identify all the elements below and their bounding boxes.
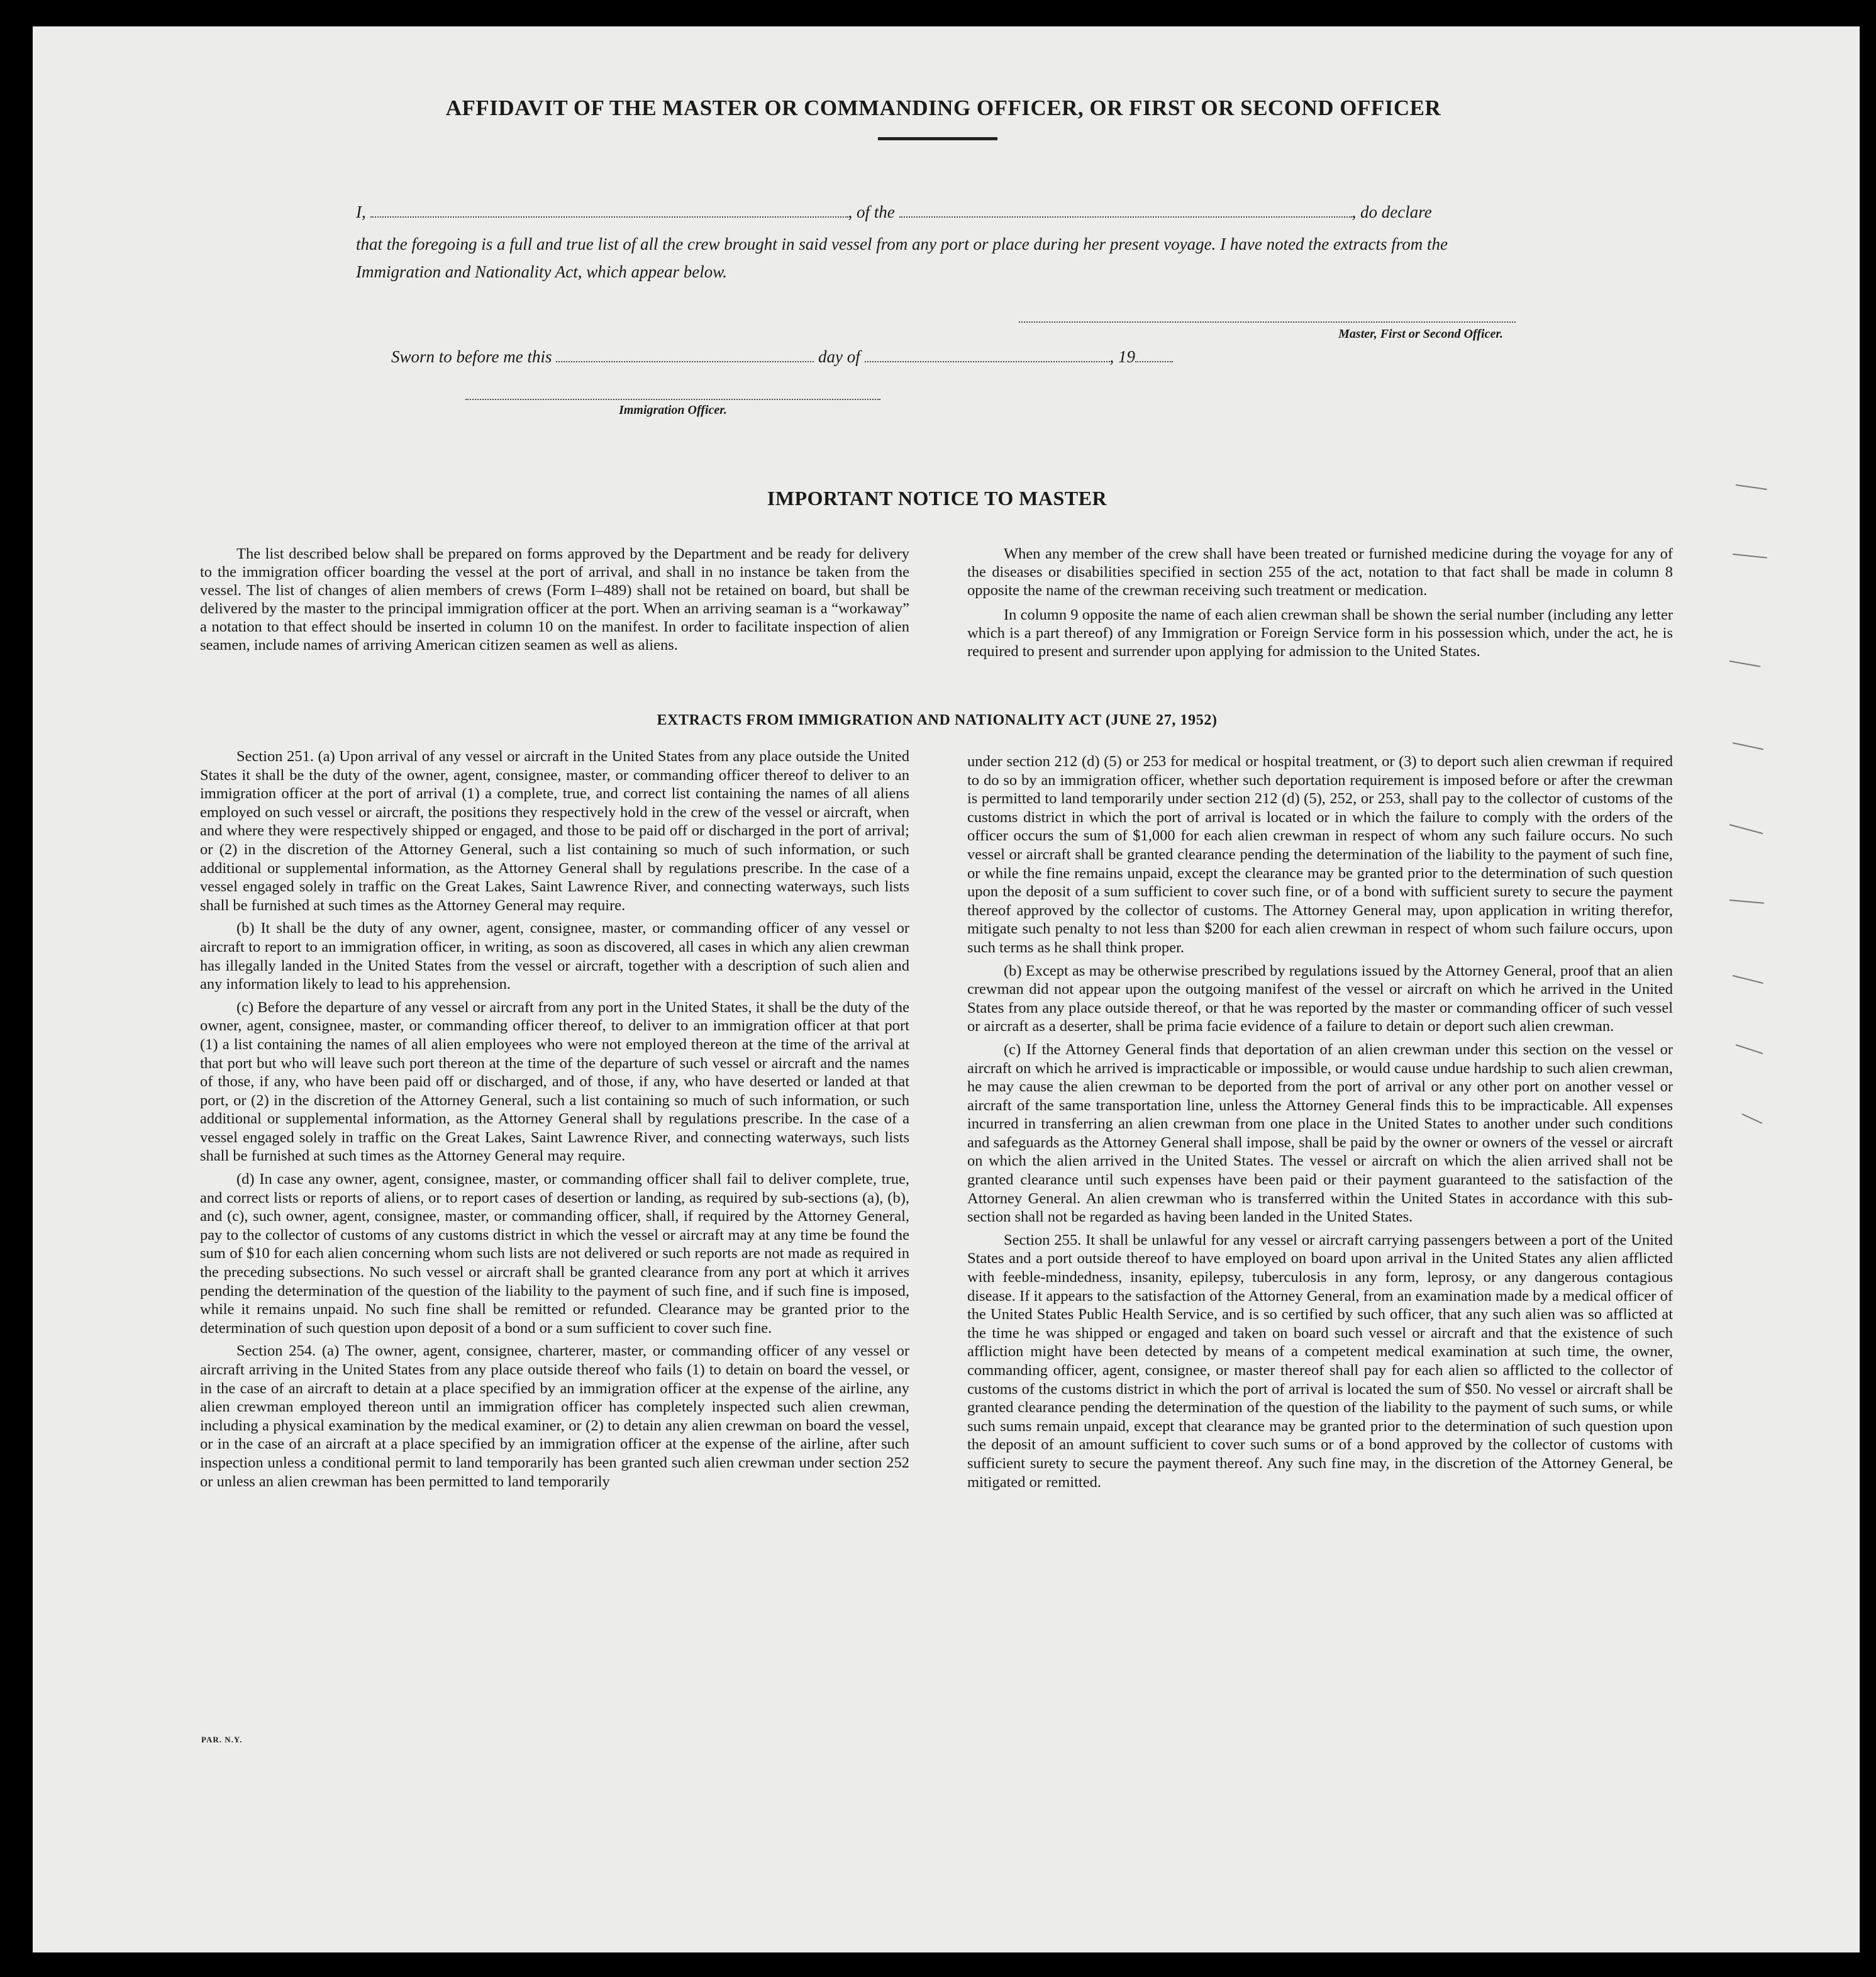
act-paragraph: (c) If the Attorney General finds that deportation of an alien crewman under this section on the vessel or aircraft on which he arrived is impracticable or impossible, or would cause undue hardship to such alien crewman, he may cause the alien crewman to be deported from the port of arrival or any other port on another vessel or aircraft of the same transportation line, unless the Attorney General finds this to be impracticable. All expenses incurred in transferring an alien crewman from one place in the United States to another under such conditions and safeguards as the Attorney General shall impose, shall be paid by the owner or owners of the vessel or aircraft on which the alien arrived in the United States. The vessel or aircraft on which the alien arrived shall not be granted clearance until such expenses have been paid or their payment guaranteed to the satisfaction of the Attorney General. An alien crewman who is transferred within the United States in accordance with this sub-section shall not be regarded as having been landed in the United States. xyxy=(967,1040,1673,1226)
notice-title: IMPORTANT NOTICE TO MASTER xyxy=(767,487,1107,510)
notice-right-column xyxy=(967,545,1673,667)
sworn-year-label: , 19 xyxy=(1109,347,1135,366)
signature-line[interactable] xyxy=(1019,321,1516,323)
sworn-day-label: day of xyxy=(818,347,860,366)
sworn-date-blank[interactable] xyxy=(556,348,814,362)
notice-paragraph: In column 9 opposite the name of each alien crewman shall be shown the serial number (including any letter which is a part thereof) of any Immigration or Foreign Service form in his possession which, under the act, he is required to present and surrender upon applying for admission to the United States. xyxy=(967,606,1673,660)
act-paragraph: (b) It shall be the duty of any owner, agent, consignee, master, or commanding officer of any vessel or aircraft to report to an immigration officer, in writing, as soon as discovered, all cases in which any alien crewman has illegally landed in the United States from the vessel or aircraft, together with a description of such alien and any information likely to lead to his apprehension. xyxy=(200,920,909,993)
act-paragraph: Section 251. (a) Upon arrival of any vessel or aircraft in the United States from any place outside the United States it shall be the duty of the owner, agent, consignee, master, or commanding officer thereof to deliver to an immigration officer at the port of arrival (1) a complete, true, and correct list containing the names of all aliens employed on such vessel or aircraft, the positions they respectively hold in the crew of the vessel or aircraft, when and where they were respectively shipped or engaged, and those to be paid off or discharged in the port of arrival; or (2) in the discretion of the Attorney General, such a list containing so much of such information, or such additional or supplemental information, as the Attorney General shall by regulations prescribe. In the case of a vessel engaged solely in traffic on the Great Lakes, Saint Lawrence River, and connecting waterways, such lists shall be furnished at such times as the Attorney General may require. xyxy=(200,748,909,914)
act-right-column xyxy=(967,752,1673,1496)
act-paragraph: (c) Before the departure of any vessel or aircraft from any port in the United States, it shall be the duty of the owner, agent, consignee, master, or commanding officer thereof, to deliver to an immigration officer at that port (1) a list containing the names of all alien employees who were not employed thereon at the time of the arrival at that port but who will leave such port thereon at the time of the departure of such vessel or aircraft and the names of those, if any, who have been paid off or discharged, and of those, if any, who have deserted or landed at that port, or (2) in the discretion of the Attorney General, such a list containing so much of such information, or such additional or supplemental information, as the Attorney General shall by regulations prescribe. In the case of a vessel engaged solely in traffic on the Great Lakes, Saint Lawrence River, and connecting waterways, such lists shall be furnished at such times as the Attorney General may require. xyxy=(200,998,909,1165)
act-paragraph-continued: under section 212 (d) (5) or 253 for medical or hospital treatment, or (3) to deport such alien crewman if required to do so by an immigration officer, whether such deportation requirement is imposed before or after the crewman is permitted to land temporarily under section 212 (d) (5), 252, or 253, shall pay to the collector of customs of the customs district in which the port of arrival is located or in which the failure to comply with the orders of the officer occurs the sum of $1,000 for each alien crewman in respect of whom any such failure occurs. No such vessel or aircraft shall be granted clearance pending the determination of the liability to the payment of such fine, or while the fine remains unpaid, except the clearance may be granted prior to the determination of such question upon the deposit of a sum sufficient to cover such fine, or of a bond with sufficient surety to secure the payment thereof approved by the collector of customs. The Attorney General may, upon application in writing therefor, mitigate such penalty to not less than $200 for each alien crewman in respect of whom such failure occurs, upon such terms as he shall think proper. xyxy=(967,753,1673,956)
name-blank[interactable] xyxy=(370,204,848,218)
notice-left-column xyxy=(200,545,909,660)
printer-mark: PAR. N.Y. xyxy=(201,1735,243,1744)
act-paragraph: Section 255. It shall be unlawful for any vessel or aircraft carrying passengers between a port of the United States and a port outside thereof to have employed on board upon arrival in the United States any alien afflicted with feeble-mindedness, insanity, epilepsy, tuberculosis in any form, leprosy, or any dangerous contagious disease. If it appears to the satisfaction of the Attorney General, from an examination made by a medical officer of the United States Public Health Service, and is so certified by such officer, that any such alien was so afflicted at the time he was shipped or engaged and taken on board such vessel or aircraft and that the existence of such affliction might have been detected by means of a competent medical examination at such time, the owner, commanding officer, agent, consignee, or master thereof shall pay for each alien so afflicted to the collector of customs of the customs district in which the port of arrival is located the sum of $50. No vessel or aircraft shall be granted clearance pending the determination of the question of the liability to the payment of such sums, or while such sums remain unpaid, except that clearance may be granted prior to the determination of such question upon the deposit of an amount sufficient to cover such sums or of a bond approved by the collector of customs with sufficient surety to secure the payment thereof. Any such fine may, in the discretion of the Attorney General, be mitigated or remitted. xyxy=(967,1231,1673,1491)
sworn-fill-line xyxy=(391,347,1272,367)
signature-label: Master, First or Second Officer. xyxy=(1338,327,1503,341)
act-paragraph: (b) Except as may be otherwise prescribed by regulations issued by the Attorney General, proof that an alien crewman did not appear upon the outgoing manifest of the vessel or aircraft on which he arrived in the United States from any place outside thereof, or that he was reported by the master or commanding officer of such vessel or aircraft as a deserter, shall be prima facie evidence of a failure to detain or deport such alien crewman. xyxy=(967,962,1673,1035)
immigration-officer-label: Immigration Officer. xyxy=(619,403,727,417)
notice-paragraph: When any member of the crew shall have been treated or furnished medicine during the voyage for any of the diseases or disabilities specified in section 255 of the act, notation to that fact shall be made in column 8 opposite the name of the crewman receiving such treatment or medication. xyxy=(967,545,1673,599)
decl-do-declare-label: , do declare xyxy=(1351,203,1432,221)
act-paragraph: Section 254. (a) The owner, agent, consignee, charterer, master, or commanding officer of any vessel or aircraft arriving in the United States from any place outside thereof who fails (1) to detain on board the vessel, or in the case of an aircraft to detain at a place specified by an immigration officer at the expense of the airline, any alien crewman employed thereon until an immigration officer has completely inspected such alien crewman, including a physical examination by the medical examiner, or (2) to detain any alien crewman on board the vessel, or in the case of an aircraft at a place specified by an immigration officer at the expense of the airline, after such inspection unless a conditional permit to land temporarily has been granted such alien crewman under section 252 or unless an alien crewman has been permitted to land temporarily xyxy=(200,1342,909,1490)
sworn-year-blank[interactable] xyxy=(1135,348,1173,362)
affidavit-title: AFFIDAVIT OF THE MASTER OR COMMANDING OFFICER, OR FIRST OR SECOND OFFICER xyxy=(445,96,1441,120)
declaration-text: that the foregoing is a full and true list of all the crew brought in said vessel from any port or place during her present voyage. I have noted the extracts from the Immigration and Nationality Act, which appear below. xyxy=(356,235,1448,281)
notice-paragraph: The list described below shall be prepared on forms approved by the Department and be ready for delivery to the immigration officer boarding the vessel at the port of arrival, and shall in no instance be taken from the vessel. The list of changes of alien members of crews (Form I–489) shall not be retained on board, but shall be delivered by the master to the principal immigration officer at the port. When an arriving seaman is a “workaway” a notation to that effect should be inserted in column 10 on the manifest. In order to facilitate inspection of alien seamen, include names of arriving American citizen seamen as well as aliens. xyxy=(200,545,909,654)
sworn-label: Sworn to before me this xyxy=(391,347,552,366)
extracts-title: EXTRACTS FROM IMMIGRATION AND NATIONALITY ACT (JUNE 27, 1952) xyxy=(657,712,1218,728)
vessel-blank[interactable] xyxy=(899,204,1352,218)
title-underline xyxy=(878,137,997,140)
decl-i-label: I, xyxy=(356,203,366,221)
immigration-officer-line[interactable] xyxy=(465,399,880,400)
declaration-fill-line xyxy=(356,203,1519,222)
act-left-column xyxy=(200,747,909,1495)
decl-of-the-label: , of the xyxy=(848,203,895,221)
act-paragraph: (d) In case any owner, agent, consignee, master, or commanding officer shall fail to deliver complete, true, and correct lists or reports of aliens, or to report cases of desertion or landing, as required by sub-sections (a), (b), and (c), such owner, agent, consignee, master, or commanding officer, shall, if required by the Attorney General, pay to the collector of customs of any customs district in which the vessel or aircraft may at any time be found the sum of $10 for each alien concerning whom such lists are not delivered or such reports are not made as required in the preceding subsections. No such vessel or aircraft shall be granted clearance from any port at which it arrives pending the determination of the question of the liability to the payment of such fine, and if such fine is imposed, while it remains unpaid. No such fine shall be remitted or refunded. Clearance may be granted prior to the determination of such question upon deposit of a bond or a sum sufficient to cover such fine. xyxy=(200,1171,909,1337)
sworn-month-blank[interactable] xyxy=(865,348,1110,362)
